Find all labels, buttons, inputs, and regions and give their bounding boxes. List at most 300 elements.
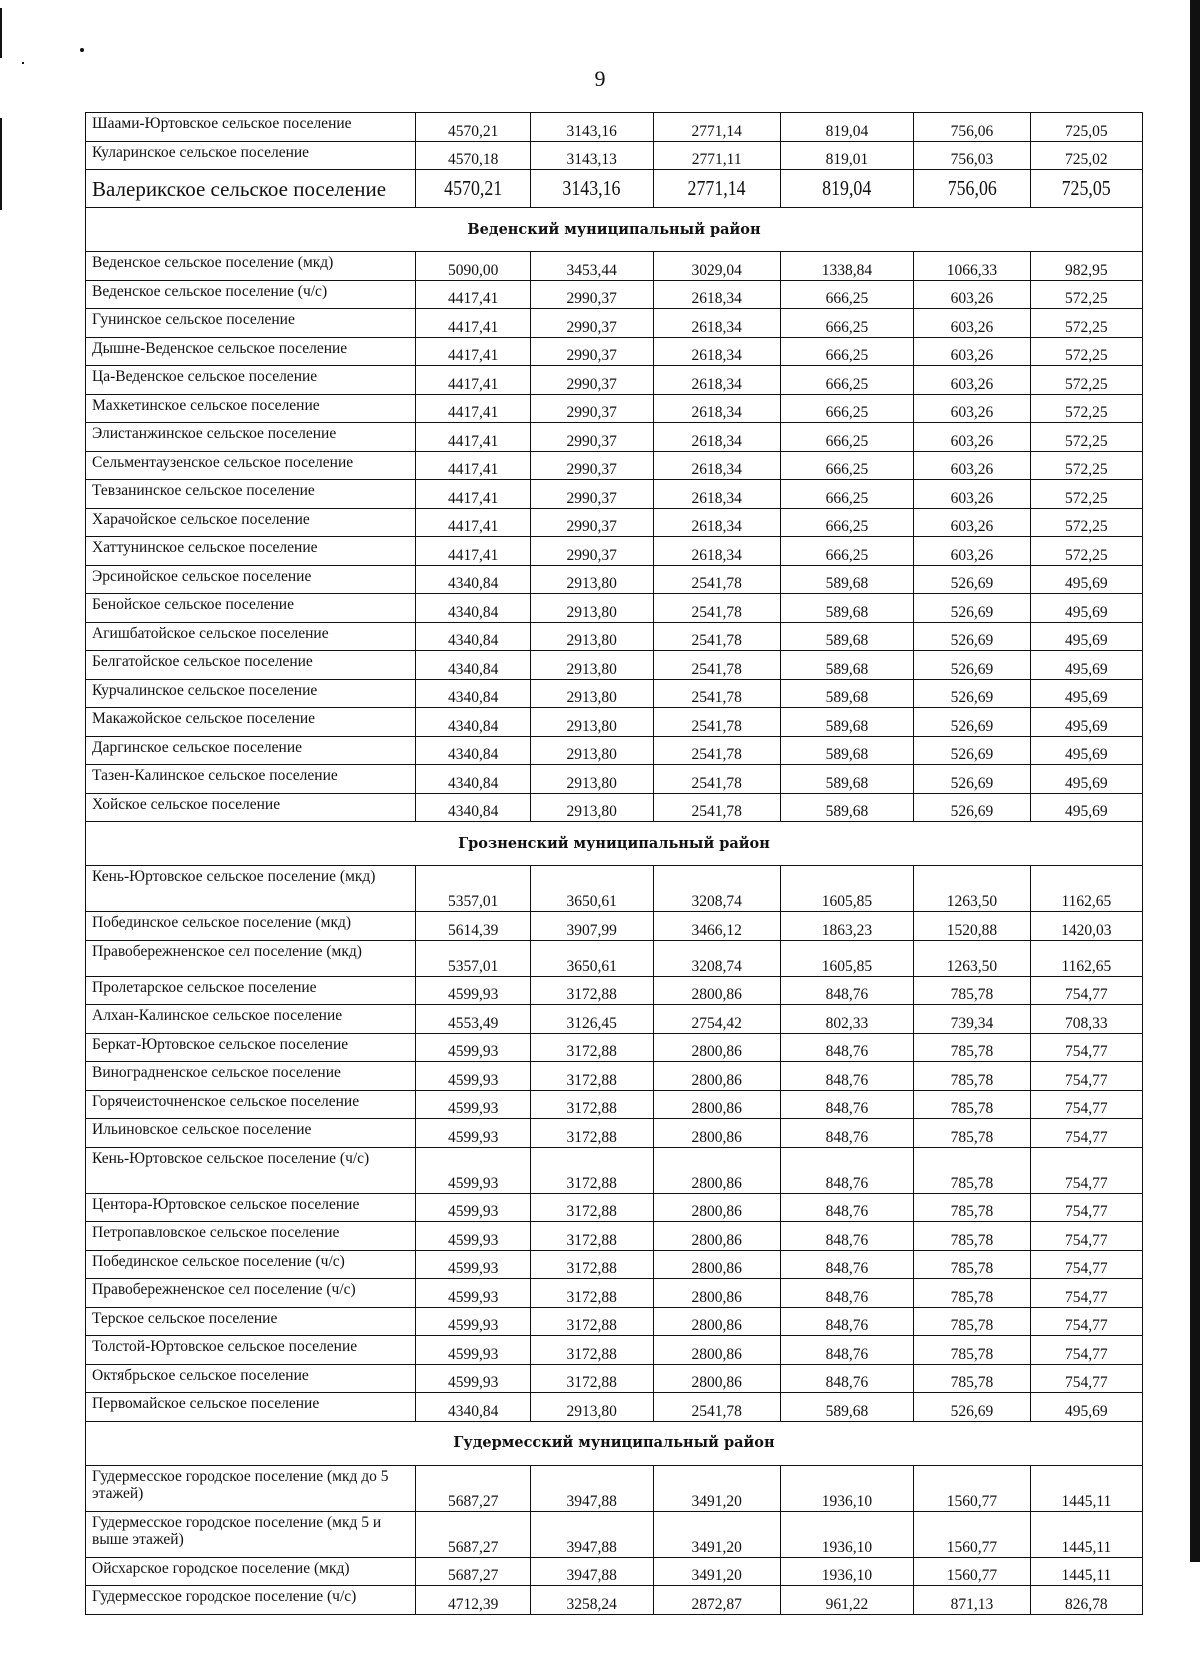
tariff-value: 2771,11 — [653, 141, 780, 170]
tariff-value: 3947,88 — [530, 1511, 653, 1557]
table-row — [86, 252, 1143, 281]
tariff-value: 2800,86 — [653, 1062, 780, 1091]
table-row — [86, 1250, 1143, 1279]
table-row — [86, 1193, 1143, 1222]
tariff-value: 2913,80 — [530, 651, 653, 680]
tariff-value: 3029,04 — [653, 252, 780, 281]
settlement-name: Валерикское сельское поселение — [86, 170, 416, 208]
tariff-value: 4340,84 — [416, 765, 530, 794]
tariff-value: 5687,27 — [416, 1511, 530, 1557]
tariff-value: 2618,34 — [653, 337, 780, 366]
tariff-value: 3172,88 — [530, 1062, 653, 1091]
tariff-value: 603,26 — [914, 480, 1031, 509]
tariff-value: 5090,00 — [416, 252, 530, 281]
tariff-value: 1936,10 — [780, 1465, 913, 1511]
settlement-name: Гудермесское городское поселение (мкд 5 и выше этажей) — [86, 1511, 416, 1557]
tariff-value: 4340,84 — [416, 565, 530, 594]
tariff-value: 2800,86 — [653, 1147, 780, 1193]
tariff-value: 4340,84 — [416, 1393, 530, 1422]
tariff-value: 5357,01 — [416, 940, 530, 976]
tariff-value: 754,77 — [1030, 1033, 1142, 1062]
tariff-value: 2990,37 — [530, 394, 653, 423]
tariff-value: 819,01 — [780, 141, 913, 170]
table-row — [86, 1222, 1143, 1251]
tariff-value: 754,77 — [1030, 1279, 1142, 1308]
tariff-value: 4599,93 — [416, 976, 530, 1005]
tariff-value: 1263,50 — [914, 866, 1031, 912]
tariff-value: 603,26 — [914, 366, 1031, 395]
tariff-value: 4340,84 — [416, 708, 530, 737]
tariff-value: 495,69 — [1030, 594, 1142, 623]
tariff-value: 1560,77 — [914, 1557, 1031, 1586]
tariff-value: 2541,78 — [653, 708, 780, 737]
tariff-value: 1162,65 — [1030, 866, 1142, 912]
tariff-value: 1445,11 — [1030, 1511, 1142, 1557]
tariff-value: 848,76 — [780, 1090, 913, 1119]
table-row — [86, 940, 1143, 976]
settlement-name: Хойское сельское поселение — [86, 793, 416, 822]
tariff-value: 1560,77 — [914, 1511, 1031, 1557]
tariff-value: 589,68 — [780, 565, 913, 594]
tariff-value: 2541,78 — [653, 622, 780, 651]
settlement-name: Веденское сельское поселение (мкд) — [86, 252, 416, 281]
settlement-name: Элистанжинское сельское поселение — [86, 423, 416, 452]
tariff-value: 495,69 — [1030, 765, 1142, 794]
settlement-name: Пролетарское сельское поселение — [86, 976, 416, 1005]
tariff-value: 756,06 — [922, 170, 1021, 208]
settlement-name: Алхан-Калинское сельское поселение — [86, 1005, 416, 1034]
tariff-value: 589,68 — [780, 594, 913, 623]
settlement-name: Эрсинойское сельское поселение — [86, 565, 416, 594]
table-row — [86, 1090, 1143, 1119]
tariff-value: 5687,27 — [416, 1465, 530, 1511]
settlement-name: Дышне-Веденское сельское поселение — [86, 337, 416, 366]
tariff-value: 4570,21 — [425, 170, 522, 208]
tariff-value: 3907,99 — [530, 912, 653, 941]
tariff-value: 572,25 — [1030, 280, 1142, 309]
tariff-value: 756,06 — [914, 113, 1031, 142]
tariff-value: 3650,61 — [530, 866, 653, 912]
page-number: 9 — [594, 66, 606, 91]
tariff-value: 2541,78 — [653, 651, 780, 680]
tariff-value: 708,33 — [1030, 1005, 1142, 1034]
tariff-value: 4417,41 — [416, 537, 530, 566]
table-row — [86, 170, 1143, 208]
tariff-value: 4417,41 — [416, 451, 530, 480]
settlement-name: Побединское сельское поселение (мкд) — [86, 912, 416, 941]
table-row — [86, 309, 1143, 338]
settlement-name: Первомайское сельское поселение — [86, 1393, 416, 1422]
tariff-value: 603,26 — [914, 423, 1031, 452]
settlement-name: Ца-Веденское сельское поселение — [86, 366, 416, 395]
tariff-value: 526,69 — [914, 793, 1031, 822]
district-header-row — [86, 1421, 1143, 1465]
tariff-value: 819,04 — [790, 170, 903, 208]
table-row — [86, 337, 1143, 366]
tariff-value: 1066,33 — [914, 252, 1031, 281]
table-row — [86, 113, 1143, 142]
tariff-value: 2800,86 — [653, 1307, 780, 1336]
tariff-value: 3258,24 — [530, 1586, 653, 1615]
tariff-value: 2913,80 — [530, 765, 653, 794]
tariff-value: 4340,84 — [416, 736, 530, 765]
district-title: Грозненский муниципальный район — [86, 822, 1143, 866]
settlement-name: Макажойское сельское поселение — [86, 708, 416, 737]
tariff-value: 754,77 — [1030, 1090, 1142, 1119]
tariff-value: 2990,37 — [530, 337, 653, 366]
tariff-value: 495,69 — [1030, 1393, 1142, 1422]
tariff-value: 2618,34 — [653, 480, 780, 509]
tariff-value: 754,77 — [1030, 1193, 1142, 1222]
settlement-name: Кень-Юртовское сельское поселение (ч/с) — [86, 1147, 416, 1193]
scan-dot — [80, 48, 84, 52]
tariff-value: 603,26 — [914, 394, 1031, 423]
tariff-value: 666,25 — [780, 508, 913, 537]
tariff-value: 2990,37 — [530, 423, 653, 452]
tariff-value: 2913,80 — [530, 679, 653, 708]
table-row — [86, 141, 1143, 170]
tariff-value: 572,25 — [1030, 337, 1142, 366]
tariff-value: 2990,37 — [530, 537, 653, 566]
scan-edge-bar — [1190, 0, 1200, 1562]
tariff-value: 526,69 — [914, 651, 1031, 680]
tariff-value: 848,76 — [780, 1193, 913, 1222]
tariff-value: 1936,10 — [780, 1511, 913, 1557]
table-row — [86, 1465, 1143, 1511]
scan-dot-small — [22, 62, 24, 64]
tariff-value: 666,25 — [780, 480, 913, 509]
tariff-value: 495,69 — [1030, 708, 1142, 737]
settlement-name: Бенойское сельское поселение — [86, 594, 416, 623]
tariff-value: 3172,88 — [530, 1119, 653, 1148]
tariff-value: 4553,49 — [416, 1005, 530, 1034]
tariff-value: 2990,37 — [530, 451, 653, 480]
settlement-name: Кень-Юртовское сельское поселение (мкд) — [86, 866, 416, 912]
tariff-value: 785,78 — [914, 976, 1031, 1005]
tariff-value: 802,33 — [780, 1005, 913, 1034]
tariff-value: 2913,80 — [530, 1393, 653, 1422]
table-row — [86, 1336, 1143, 1365]
tariff-value: 4570,18 — [416, 141, 530, 170]
table-row — [86, 912, 1143, 941]
tariff-value: 3172,88 — [530, 1307, 653, 1336]
tariff-value: 2754,42 — [653, 1005, 780, 1034]
tariff-value: 1445,11 — [1030, 1557, 1142, 1586]
tariff-value: 3172,88 — [530, 1222, 653, 1251]
settlement-name: Ойсхарское городское поселение (мкд) — [86, 1557, 416, 1586]
table-row — [86, 394, 1143, 423]
tariff-value: 572,25 — [1030, 394, 1142, 423]
settlement-name: Виноградненское сельское поселение — [86, 1062, 416, 1091]
tariff-value: 4417,41 — [416, 337, 530, 366]
tariff-value: 848,76 — [780, 1147, 913, 1193]
settlement-name: Хаттунинское сельское поселение — [86, 537, 416, 566]
settlement-name: Даргинское сельское поселение — [86, 736, 416, 765]
table-row — [86, 708, 1143, 737]
tariff-value: 3143,13 — [530, 141, 653, 170]
tariff-value: 2990,37 — [530, 366, 653, 395]
tariff-value: 3143,16 — [540, 170, 644, 208]
settlement-name: Шаами-Юртовское сельское поселение — [86, 113, 416, 142]
tariff-table — [85, 112, 1143, 1615]
tariff-value: 495,69 — [1030, 679, 1142, 708]
tariff-value: 826,78 — [1030, 1586, 1142, 1615]
tariff-value: 5357,01 — [416, 866, 530, 912]
tariff-value: 4599,93 — [416, 1147, 530, 1193]
tariff-value: 589,68 — [780, 708, 913, 737]
tariff-value: 666,25 — [780, 309, 913, 338]
settlement-name: Правобережненское сел поселение (ч/с) — [86, 1279, 416, 1308]
tariff-value: 848,76 — [780, 1033, 913, 1062]
tariff-value: 526,69 — [914, 708, 1031, 737]
tariff-value: 526,69 — [914, 679, 1031, 708]
tariff-value: 754,77 — [1030, 976, 1142, 1005]
tariff-value: 526,69 — [914, 565, 1031, 594]
tariff-value: 2990,37 — [530, 309, 653, 338]
tariff-value: 2618,34 — [653, 537, 780, 566]
tariff-value: 2990,37 — [530, 480, 653, 509]
table-row — [86, 1005, 1143, 1034]
settlement-name: Толстой-Юртовское сельское поселение — [86, 1336, 416, 1365]
table-row — [86, 565, 1143, 594]
tariff-value: 3172,88 — [530, 1033, 653, 1062]
tariff-value: 4340,84 — [416, 793, 530, 822]
tariff-value: 589,68 — [780, 679, 913, 708]
tariff-value: 3208,74 — [653, 940, 780, 976]
tariff-value: 785,78 — [914, 1364, 1031, 1393]
tariff-value: 495,69 — [1030, 793, 1142, 822]
tariff-value: 3172,88 — [530, 1336, 653, 1365]
tariff-value: 785,78 — [914, 1279, 1031, 1308]
tariff-value: 4340,84 — [416, 622, 530, 651]
tariff-value: 1605,85 — [780, 866, 913, 912]
tariff-value: 2618,34 — [653, 423, 780, 452]
tariff-value: 2541,78 — [653, 1393, 780, 1422]
table-row — [86, 1147, 1143, 1193]
settlement-name: Правобережненское сел поселение (мкд) — [86, 940, 416, 976]
tariff-value: 3947,88 — [530, 1557, 653, 1586]
settlement-name: Побединское сельское поселение (ч/с) — [86, 1250, 416, 1279]
settlement-name: Харачойское сельское поселение — [86, 508, 416, 537]
tariff-value: 4599,93 — [416, 1062, 530, 1091]
tariff-value: 666,25 — [780, 280, 913, 309]
tariff-value: 785,78 — [914, 1307, 1031, 1336]
tariff-value: 2800,86 — [653, 1033, 780, 1062]
tariff-value: 725,05 — [1030, 113, 1142, 142]
tariff-value: 603,26 — [914, 337, 1031, 366]
tariff-value: 3172,88 — [530, 1193, 653, 1222]
table-row — [86, 451, 1143, 480]
tariff-value: 666,25 — [780, 537, 913, 566]
tariff-value: 603,26 — [914, 508, 1031, 537]
table-row — [86, 651, 1143, 680]
tariff-value: 526,69 — [914, 1393, 1031, 1422]
tariff-value: 589,68 — [780, 622, 913, 651]
tariff-value: 1936,10 — [780, 1557, 913, 1586]
tariff-value: 2618,34 — [653, 394, 780, 423]
tariff-value: 1605,85 — [780, 940, 913, 976]
tariff-value: 756,03 — [914, 141, 1031, 170]
tariff-value: 3143,16 — [530, 113, 653, 142]
tariff-value: 3172,88 — [530, 976, 653, 1005]
tariff-value: 3650,61 — [530, 940, 653, 976]
tariff-value: 754,77 — [1030, 1062, 1142, 1091]
table-row — [86, 1033, 1143, 1062]
tariff-value: 4599,93 — [416, 1336, 530, 1365]
tariff-value: 2541,78 — [653, 736, 780, 765]
table-row — [86, 622, 1143, 651]
tariff-value: 4417,41 — [416, 508, 530, 537]
tariff-value: 666,25 — [780, 366, 913, 395]
district-title: Веденский муниципальный район — [86, 208, 1143, 252]
tariff-value: 1560,77 — [914, 1465, 1031, 1511]
tariff-value: 2618,34 — [653, 508, 780, 537]
tariff-value: 4599,93 — [416, 1193, 530, 1222]
tariff-value: 785,78 — [914, 1062, 1031, 1091]
tariff-value: 754,77 — [1030, 1307, 1142, 1336]
tariff-value: 526,69 — [914, 594, 1031, 623]
tariff-value: 785,78 — [914, 1119, 1031, 1148]
table-row — [86, 1119, 1143, 1148]
tariff-value: 2800,86 — [653, 1222, 780, 1251]
tariff-value: 785,78 — [914, 1250, 1031, 1279]
tariff-value: 4417,41 — [416, 423, 530, 452]
tariff-value: 589,68 — [780, 651, 913, 680]
tariff-value: 572,25 — [1030, 537, 1142, 566]
settlement-name: Центора-Юртовское сельское поселение — [86, 1193, 416, 1222]
table-row — [86, 280, 1143, 309]
tariff-value: 3947,88 — [530, 1465, 653, 1511]
tariff-value: 3172,88 — [530, 1279, 653, 1308]
tariff-value: 1420,03 — [1030, 912, 1142, 941]
tariff-value: 2913,80 — [530, 793, 653, 822]
tariff-value: 2872,87 — [653, 1586, 780, 1615]
tariff-value: 589,68 — [780, 736, 913, 765]
tariff-value: 2618,34 — [653, 280, 780, 309]
tariff-value: 725,05 — [1039, 170, 1134, 208]
settlement-name: Белгатойское сельское поселение — [86, 651, 416, 680]
tariff-value: 848,76 — [780, 1222, 913, 1251]
table-row — [86, 736, 1143, 765]
tariff-value: 4417,41 — [416, 394, 530, 423]
tariff-value: 589,68 — [780, 793, 913, 822]
tariff-value: 666,25 — [780, 337, 913, 366]
tariff-value: 4417,41 — [416, 280, 530, 309]
tariff-value: 785,78 — [914, 1147, 1031, 1193]
tariff-value: 5687,27 — [416, 1557, 530, 1586]
tariff-value: 848,76 — [780, 1336, 913, 1365]
tariff-value: 2541,78 — [653, 793, 780, 822]
tariff-value: 572,25 — [1030, 309, 1142, 338]
tariff-value: 4340,84 — [416, 679, 530, 708]
tariff-value: 754,77 — [1030, 1222, 1142, 1251]
tariff-value: 603,26 — [914, 309, 1031, 338]
settlement-name: Куларинское сельское поселение — [86, 141, 416, 170]
tariff-value: 2913,80 — [530, 622, 653, 651]
tariff-value: 3491,20 — [653, 1557, 780, 1586]
settlement-name: Беркат-Юртовское сельское поселение — [86, 1033, 416, 1062]
tariff-value: 1520,88 — [914, 912, 1031, 941]
tariff-value: 495,69 — [1030, 565, 1142, 594]
tariff-value: 666,25 — [780, 394, 913, 423]
tariff-value: 2800,86 — [653, 1250, 780, 1279]
tariff-value: 1162,65 — [1030, 940, 1142, 976]
settlement-name: Тазен-Калинское сельское поселение — [86, 765, 416, 794]
settlement-name: Веденское сельское поселение (ч/с) — [86, 280, 416, 309]
table-row — [86, 679, 1143, 708]
tariff-value: 848,76 — [780, 1062, 913, 1091]
tariff-value: 495,69 — [1030, 651, 1142, 680]
tariff-value: 4599,93 — [416, 1119, 530, 1148]
tariff-value: 848,76 — [780, 976, 913, 1005]
table-row — [86, 866, 1143, 912]
tariff-value: 2800,86 — [653, 1090, 780, 1119]
settlement-name: Сельментаузенское сельское поселение — [86, 451, 416, 480]
tariff-value: 2800,86 — [653, 1119, 780, 1148]
tariff-value: 2990,37 — [530, 280, 653, 309]
tariff-value: 526,69 — [914, 765, 1031, 794]
tariff-value: 1863,23 — [780, 912, 913, 941]
tariff-value: 3172,88 — [530, 1147, 653, 1193]
tariff-value: 848,76 — [780, 1250, 913, 1279]
tariff-value: 848,76 — [780, 1307, 913, 1336]
tariff-value: 2913,80 — [530, 708, 653, 737]
tariff-value: 3172,88 — [530, 1250, 653, 1279]
tariff-value: 3208,74 — [653, 866, 780, 912]
tariff-value: 785,78 — [914, 1222, 1031, 1251]
table-row — [86, 976, 1143, 1005]
settlement-name: Махкетинское сельское поселение — [86, 394, 416, 423]
table-row — [86, 1364, 1143, 1393]
table-row — [86, 537, 1143, 566]
tariff-value: 785,78 — [914, 1090, 1031, 1119]
tariff-value: 2618,34 — [653, 451, 780, 480]
settlement-name: Горячеисточненское сельское поселение — [86, 1090, 416, 1119]
table-row — [86, 366, 1143, 395]
tariff-value: 4599,93 — [416, 1222, 530, 1251]
tariff-value: 4417,41 — [416, 309, 530, 338]
tariff-value: 2800,86 — [653, 1279, 780, 1308]
tariff-value: 495,69 — [1030, 622, 1142, 651]
tariff-value: 2541,78 — [653, 765, 780, 794]
tariff-value: 4712,39 — [416, 1586, 530, 1615]
tariff-value: 4599,93 — [416, 1307, 530, 1336]
tariff-value: 725,02 — [1030, 141, 1142, 170]
settlement-name: Гудермесское городское поселение (ч/с) — [86, 1586, 416, 1615]
tariff-value: 739,34 — [914, 1005, 1031, 1034]
district-header-row — [86, 208, 1143, 252]
tariff-value: 754,77 — [1030, 1119, 1142, 1148]
scan-mark-left-top — [0, 8, 2, 58]
tariff-value: 572,25 — [1030, 451, 1142, 480]
tariff-value: 2913,80 — [530, 565, 653, 594]
settlement-name: Терское сельское поселение — [86, 1307, 416, 1336]
tariff-value: 3172,88 — [530, 1090, 653, 1119]
tariff-value: 2800,86 — [653, 1193, 780, 1222]
scan-mark-left — [0, 118, 2, 210]
tariff-value: 4599,93 — [416, 1279, 530, 1308]
tariff-value: 3491,20 — [653, 1465, 780, 1511]
table-row — [86, 1393, 1143, 1422]
tariff-value: 589,68 — [780, 765, 913, 794]
tariff-value: 1445,11 — [1030, 1465, 1142, 1511]
table-row — [86, 508, 1143, 537]
tariff-value: 819,04 — [780, 113, 913, 142]
table-row — [86, 423, 1143, 452]
tariff-value: 4340,84 — [416, 651, 530, 680]
table-row — [86, 793, 1143, 822]
tariff-value: 526,69 — [914, 622, 1031, 651]
